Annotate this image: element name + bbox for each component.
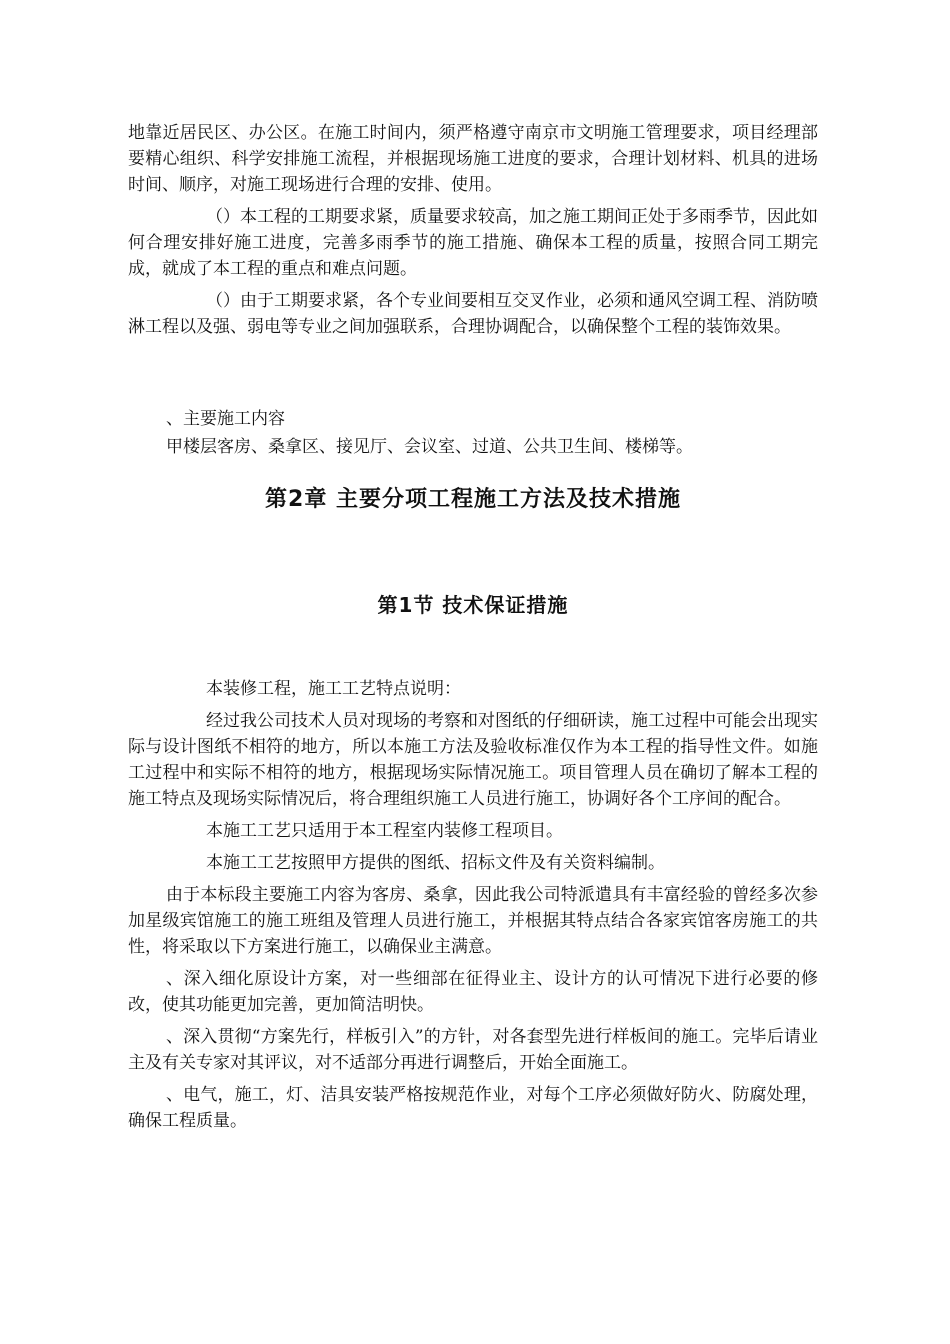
spacer: [128, 346, 818, 406]
intro-paragraph: 地靠近居民区、办公区。在施工时间内，须严格遵守南京市文明施工管理要求，项目经理部要精心组织、科学安排施工流程，并根据现场施工进度的要求，合理计划材料、机具的进场时间、顺序，对施工现场进行合理的安排、使用。: [128, 123, 818, 195]
chapter-title: 第2章 主要分项工程施工方法及技术措施: [265, 487, 681, 512]
intro-paragraph: （）由于工期要求紧，各个专业间要相互交叉作业，必须和通风空调工程、消防喷淋工程以及强、弱电等专业之间加强联系，合理协调配合，以确保整个工程的装饰效果。: [128, 291, 818, 337]
intro-paragraph: （）本工程的工期要求紧，质量要求较高，加之施工期间正处于多雨季节，因此如何合理安排好施工进度，完善多雨季节的施工措施、确保本工程的质量，按照合同工期完成，就成了本工程的重点和难点问题。: [128, 207, 818, 279]
plan-paragraph: 、电气，施工，灯、洁具安装严格按规范作业，对每个工序必须做好防火、防腐处理，确保工程质量。: [128, 1085, 818, 1131]
plan-paragraph: 由于本标段主要施工内容为客房、桑拿，因此我公司特派遣具有丰富经验的曾经多次参加星级宾馆施工的施工班组及管理人员进行施工，并根据其特点结合各家宾馆客房施工的共性，将采取以下方案进行施工，以确保业主满意。: [128, 885, 818, 957]
spacer: [128, 618, 818, 676]
body-paragraph: 本装修工程，施工工艺特点说明：: [206, 679, 461, 699]
plan-paragraph: 、深入细化原设计方案，对一些细部在征得业主、设计方的认可情况下进行必要的修改，使其功能更加完善，更加简洁明快。: [128, 969, 818, 1015]
main-content-text: 甲楼层客房、桑拿区、接见厅、会议室、过道、公共卫生间、楼梯等。: [166, 437, 693, 457]
document-page: [128, 120, 818, 1140]
body-paragraph: 本施工工艺按照甲方提供的图纸、招标文件及有关资料编制。: [206, 853, 665, 873]
body-paragraph: 经过我公司技术人员对现场的考察和对图纸的仔细研读，施工过程中可能会出现实际与设计图纸不相符的地方，所以本施工方法及验收标准仅作为本工程的指导性文件。如施工过程中和实际不相符的地方，根据现场实际情况施工。项目管理人员在确切了解本工程的施工特点及现场实际情况后，将合理组织施工人员进行施工，协调好各个工序间的配合。: [128, 711, 818, 809]
main-content-label: 、主要施工内容: [166, 409, 285, 429]
body-paragraph: 本施工工艺只适用于本工程室内装修工程项目。: [206, 821, 563, 841]
section-title: 第1节 技术保证措施: [377, 593, 569, 617]
plan-paragraph: 、深入贯彻“方案先行，样板引入”的方针，对各套型先进行样板间的施工。完毕后请业主及有关专家对其评议，对不适部分再进行调整后，开始全面施工。: [128, 1027, 818, 1073]
